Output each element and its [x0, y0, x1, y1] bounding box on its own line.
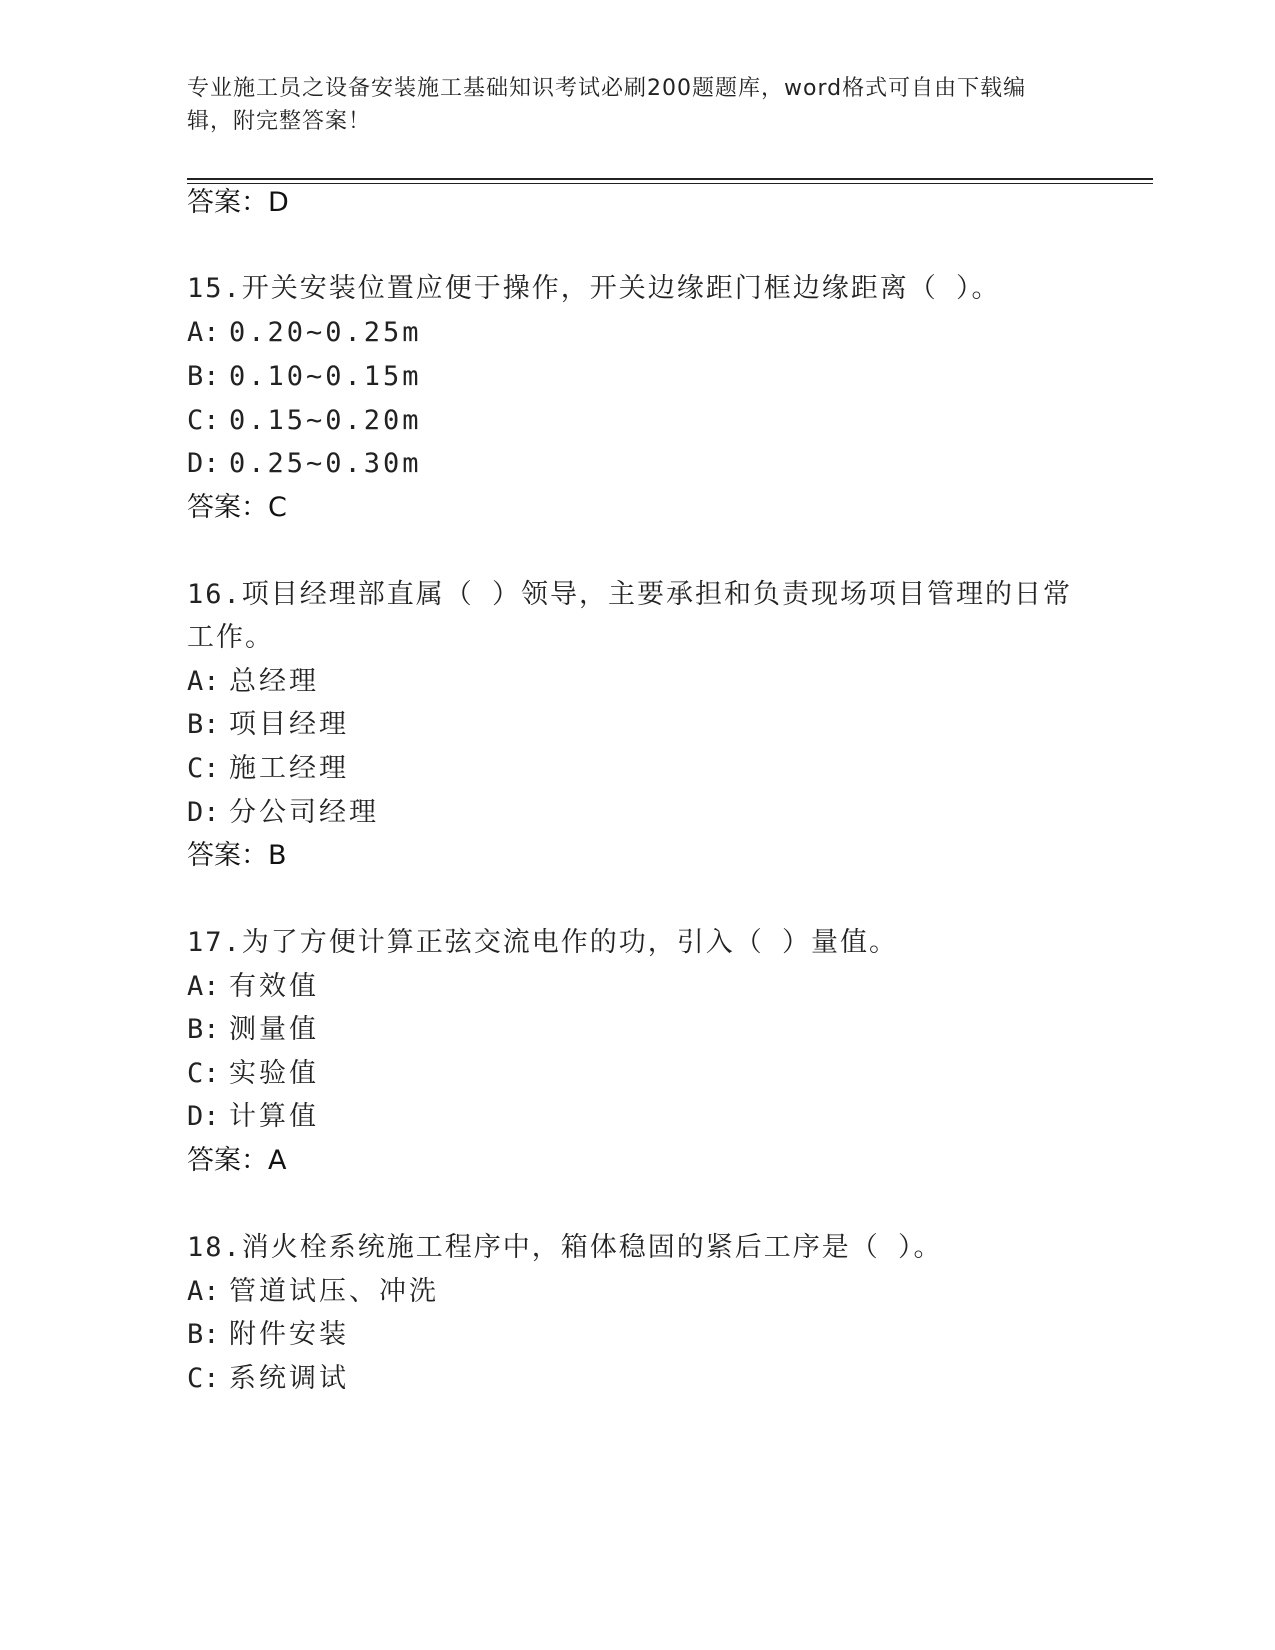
option-letter: C:: [187, 1058, 220, 1089]
option-text: 计算值: [229, 1101, 319, 1132]
option-d: [187, 447, 422, 481]
answer-line: 答案：D: [187, 187, 289, 218]
answer-line: 答案：B: [187, 840, 287, 871]
option-letter: A:: [187, 317, 220, 348]
option-c: [187, 1362, 349, 1396]
option-d: [187, 1100, 319, 1134]
option-letter: D:: [187, 1101, 220, 1132]
option-text: 0.25~0.30m: [229, 448, 422, 479]
option-a: [187, 665, 319, 699]
header-rule-thin: [187, 183, 1153, 184]
option-letter: B:: [187, 361, 220, 392]
option-letter: C:: [187, 753, 220, 784]
option-b: [187, 360, 422, 394]
option-b: [187, 708, 349, 742]
option-letter: B:: [187, 1014, 220, 1045]
question-stem-cont: 工作。: [187, 622, 274, 653]
question-stem: 17.为了方便计算正弦交流电作的功，引入（ ）量值。: [187, 927, 899, 958]
option-letter: B:: [187, 1319, 220, 1350]
option-text: 总经理: [229, 666, 319, 697]
option-letter: B:: [187, 709, 220, 740]
option-text: 0.20~0.25m: [229, 317, 422, 348]
option-a: [187, 1275, 439, 1309]
option-letter: D:: [187, 448, 220, 479]
document-header: 专业施工员之设备安装施工基础知识考试必刷200题题库，word格式可自由下载编辑，附完整答案！: [187, 76, 1027, 134]
option-text: 项目经理: [229, 709, 349, 740]
option-text: 施工经理: [229, 753, 349, 784]
option-b: [187, 1013, 319, 1047]
question-stem: 18.消火栓系统施工程序中，箱体稳固的紧后工序是（ ）。: [187, 1232, 943, 1263]
question-stem: 16.项目经理部直属（ ）领导，主要承担和负责现场项目管理的日常: [187, 579, 1073, 610]
question-stem: 15.开关安装位置应便于操作，开关边缘距门框边缘距离（ ）。: [187, 273, 1001, 304]
option-text: 分公司经理: [229, 797, 379, 828]
option-c: [187, 404, 422, 438]
option-text: 管道试压、冲洗: [229, 1276, 439, 1307]
option-a: [187, 316, 422, 350]
option-letter: A:: [187, 1276, 220, 1307]
option-b: [187, 1318, 349, 1352]
option-text: 测量值: [229, 1014, 319, 1045]
option-text: 0.10~0.15m: [229, 361, 422, 392]
option-a: [187, 970, 319, 1004]
option-letter: C:: [187, 405, 220, 436]
option-letter: D:: [187, 797, 220, 828]
option-c: [187, 1057, 319, 1091]
option-text: 系统调试: [229, 1363, 349, 1394]
option-letter: A:: [187, 971, 220, 1002]
option-d: [187, 796, 379, 830]
answer-line: 答案：C: [187, 492, 287, 523]
option-letter: A:: [187, 666, 220, 697]
header-rule: [187, 178, 1153, 180]
answer-line: 答案：A: [187, 1145, 287, 1176]
option-c: [187, 752, 349, 786]
option-letter: C:: [187, 1363, 220, 1394]
option-text: 附件安装: [229, 1319, 349, 1350]
option-text: 实验值: [229, 1058, 319, 1089]
option-text: 有效值: [229, 971, 319, 1002]
option-text: 0.15~0.20m: [229, 405, 422, 436]
